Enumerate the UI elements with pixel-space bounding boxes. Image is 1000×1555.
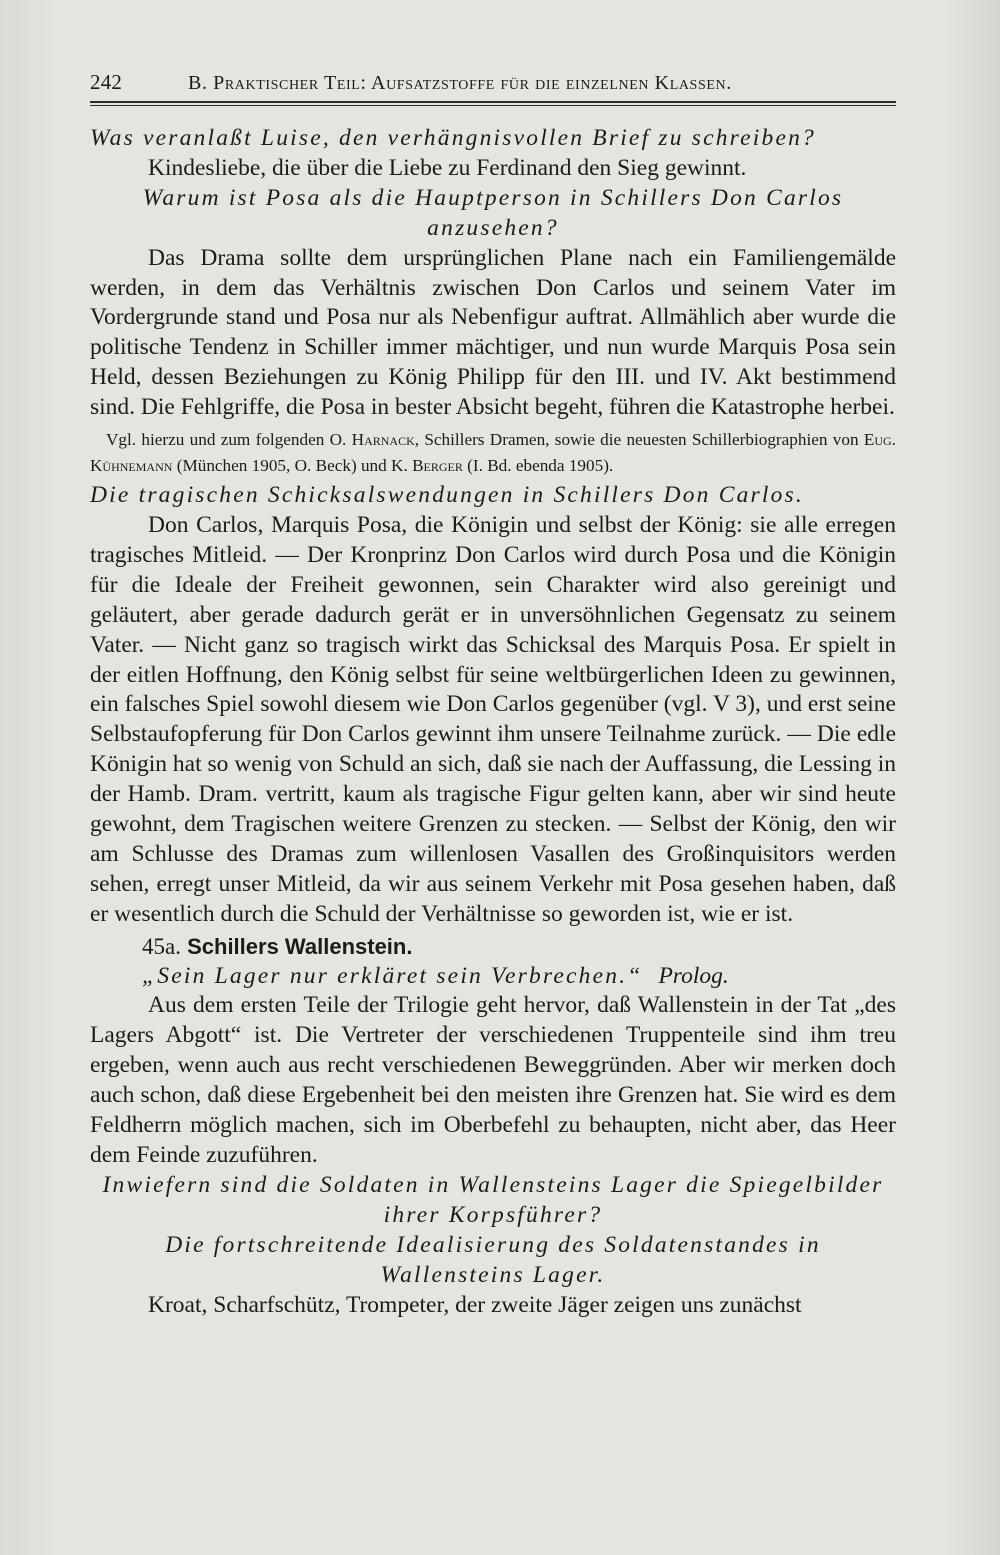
- paragraph: Kindesliebe, die über die Liebe zu Ferdinand den Sieg gewinnt.: [148, 154, 747, 181]
- author-name: Eug. Kühnemann: [90, 430, 896, 476]
- paragraph: Das Drama sollte dem ursprünglichen Plane nach ein Familiengemälde werden, in dem das Verhältnis zwischen Don Carlos und seinem Vater im Vordergrunde stand und Posa nur als Nebenfigur auftrat. Allmählich aber wurde die politische Tendenz in Schiller immer mächtiger, und nun wurde Marquis Posa sein Held, dessen Beziehungen zu König Philipp für den III. und IV. Akt bestimmend sind. Die Fehlgriffe, die Posa in bester Absicht begeht, führen die Katastrophe herbei.: [90, 244, 896, 421]
- motto-source: Prolog.: [658, 962, 729, 989]
- question-heading: Die tragischen Schicksalswendungen in Schillers Don Carlos.: [90, 482, 804, 509]
- note-text: Vgl. hierzu und zum folgenden O.: [106, 430, 352, 450]
- question-heading: Inwiefern sind die Soldaten in Wallensteins Lager die Spiegelbilder ihrer Korpsführer?: [102, 1171, 884, 1228]
- paragraph: Don Carlos, Marquis Posa, die Königin und selbst der König: sie alle erregen tragisches Mitleid. — Der Kronprinz Don Carlos wird durch Posa und die Königin für die Ideale der Freiheit gewonnen, sein Charakter wird also gereinigt und geläutert, aber gerade dadurch gerät er in unversöhnlichen Gegensatz zu seinem Vater. — Nicht ganz so tragisch wirkt das Schicksal des Marquis Posa. Er spielt in der eitlen Hoffnung, den König selbst für seine weltbürgerlichen Ideen zu gewinnen, ein falsches Spiel sowohl diesem wie Don Carlos gegenüber (vgl. V 3), und erst seine Selbstaufopferung für Don Carlos gewinnt ihm unsere Teilnahme zurück. — Die edle Königin hat so wenig von Schuld an sich, daß sie nach der Auffassung, die Lessing in der Hamb. Dram. vertritt, kaum als tragische Figur gelten kann, aber wir sind heute gewohnt, dem Tragischen weitere Grenzen zu stecken. — Selbst der König, den wir am Schlusse des Dramas zum willenlosen Vasallen des Großinquisitors werden sehen, erregt unser Mitleid, da wir aus seinem Verkehr mit Posa gesehen haben, daß er wesentlich durch die Schuld der Verhältnisse so geworden ist, wie er ist.: [90, 511, 896, 927]
- section-heading: [90, 932, 896, 962]
- note-text: (I. Bd. ebenda 1905).: [462, 456, 614, 476]
- paragraph: Kroat, Scharfschütz, Trompeter, der zweite Jäger zeigen uns zunächst: [148, 1291, 802, 1318]
- section-number: 45a.: [142, 933, 181, 959]
- author-name: Harnack: [351, 430, 415, 450]
- motto-quote: „Sein Lager nur erkläret sein Verbrechen.“: [142, 962, 643, 989]
- footnote-reference: [90, 427, 896, 479]
- header-title: B. Praktischer Teil: Aufsatzstoffe für die einzelnen Klassen.: [188, 72, 732, 94]
- question-heading: Warum ist Posa als die Hauptperson in Schillers Don Carlos anzusehen?: [142, 184, 844, 241]
- motto: [90, 962, 896, 992]
- page-body: [90, 124, 896, 1320]
- paragraph: Aus dem ersten Teile der Trilogie geht hervor, daß Wallenstein in der Tat „des Lagers Abgott“ ist. Die Vertreter der verschiedenen Truppenteile sind ihm treu ergeben, wenn auch aus recht verschiedenen Beweggründen. Aber wir merken doch auch schon, daß diese Ergebenheit bei den meisten ihre Grenzen hat. Sie wird es dem Feldherrn möglich machen, sich im Oberbefehl zu behaupten, nicht aber, das Heer dem Feinde zuzuführen.: [90, 992, 896, 1168]
- question-heading: Die fortschreitende Idealisierung des Soldatenstandes in Wallensteins Lager.: [165, 1231, 821, 1288]
- header-rule: [90, 101, 896, 106]
- running-header: [90, 70, 896, 95]
- section-title: Schillers Wallenstein.: [187, 933, 413, 959]
- note-text: , Schillers Dramen, sowie die neuesten Schillerbiographien von: [414, 430, 864, 450]
- note-text: (München 1905, O. Beck) und K.: [172, 456, 413, 476]
- author-name: Berger: [412, 456, 463, 476]
- question-heading: Was veranlaßt Luise, den verhängnisvollen Brief zu schreiben?: [90, 125, 816, 151]
- page-number: 242: [90, 70, 123, 94]
